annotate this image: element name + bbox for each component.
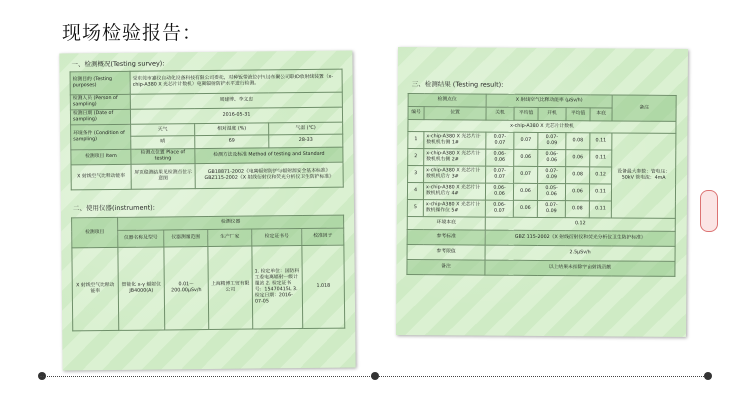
result-on-avg: 0.08: [565, 201, 589, 218]
items-header: 检测点位置 Place of testing: [131, 149, 195, 165]
survey-value: 周建博、李文忠: [130, 92, 342, 109]
result-pos: x-chip-A380 X 光芯片计数机机右侧 1#: [424, 132, 486, 149]
report-sheet-results: [396, 47, 688, 337]
result-pos: x-chip-A380 X 光芯片计数机机后方 3#: [424, 166, 486, 183]
survey-label: 检测日期 (Date of sampling): [70, 109, 130, 125]
section-results-title: 三、检测结果 (Testing result):: [411, 80, 504, 89]
env-value: 69: [195, 135, 269, 148]
section-instrument-title: 二、使用仪器(instrument):: [72, 203, 155, 213]
result-pos: x-chip-A380 X 光芯片计数机机右侧 2#: [424, 149, 486, 166]
result-off-avg: 0.07: [514, 166, 538, 183]
instr-header: 检测项目: [72, 217, 118, 247]
results-table: [406, 93, 676, 277]
survey-value: 2016-05-31: [130, 107, 342, 124]
instr-cell: 1. 检定单位：国防科工委电离辐射一级计量站 2. 检定证书号：15470415L 3. 检定日期：2016-07-05: [252, 246, 303, 330]
env-header: 天气: [131, 124, 195, 137]
result-bg: 0.11: [589, 201, 611, 218]
result-on: 0.07-0.09: [538, 132, 566, 149]
result-on-avg: 0.08: [566, 167, 590, 184]
instr-header: 校准因子: [302, 228, 344, 245]
result-pos: x-chip-A380 X 光芯片计数机操作位 5#: [423, 200, 485, 217]
ref-std-value: GBZ 115-2002《X 射线衍射仪和荧光分析仪卫生防护标准》: [485, 230, 675, 246]
survey-value: 受东莞市嘉仪自动化设备科技有限公司委托，对种钣带液位(中山)东聚公司联ID放射线装置（x-chip-A380 X 光芯片计数机）电离辐射防护水平进行检测。: [130, 69, 342, 94]
table-row: [408, 132, 676, 151]
result-bg: 0.12: [590, 167, 612, 184]
result-remark: 设备最大参数：管电压：50kV 管电流：4mA: [611, 133, 676, 218]
items-cell: 屏页稳测结果见检测点位示意图: [131, 164, 195, 190]
items-cell: GB18871-2002《电离辐射防护与辐射源安全基本标准》 GBZ115-2002《X 射线衍射仪和荧光分析仪卫生防护标准》: [195, 162, 343, 189]
env-header: 气温 (℃): [269, 122, 343, 135]
items-header: 检测方法及标准 Method of testing and Standard: [195, 147, 343, 164]
results-col: 本底: [590, 108, 612, 121]
items-cell: X 射线空气比释动能率: [71, 164, 131, 190]
result-off: 0.06-0.06: [485, 183, 513, 200]
result-off-avg: 0.06: [513, 183, 537, 200]
result-off-avg: 0.06: [513, 200, 537, 217]
result-no: 5: [407, 200, 423, 217]
survey-label: 检测人员 (Person of sampling): [70, 94, 130, 110]
survey-table: [70, 69, 344, 191]
device-row: x-chip-A380 X 光芯片计数机: [408, 120, 676, 134]
table-row: [72, 245, 345, 331]
ref-limit-label: 参考限值: [407, 245, 485, 261]
timeline-mid-dot: [371, 372, 379, 380]
instr-cell: X 射线空气比释动能率: [72, 247, 119, 330]
instr-header: 仪器名称及型号: [118, 230, 164, 247]
timeline-end-dot: [704, 372, 712, 380]
result-off: 0.06-0.06: [486, 149, 514, 166]
section-survey-title: 一、检测概况(Testing survey):: [71, 59, 165, 69]
result-off: 0.07-0.07: [486, 132, 514, 149]
result-off-avg: 0.07: [514, 132, 538, 149]
table-row: [407, 260, 675, 277]
result-on: 0.07-0.09: [537, 200, 565, 217]
survey-label: 检测目的 (Testing purposes): [70, 71, 130, 95]
conclusion-label: 备注: [407, 260, 485, 276]
instr-cell: 1.018: [302, 245, 345, 328]
report-sheet-survey: [59, 50, 355, 370]
results-header: 备注: [612, 95, 676, 121]
result-on: 0.06-0.06: [538, 149, 566, 166]
instr-cell: 0.01～200.00μSv/h: [164, 246, 209, 329]
instr-cell: 智能化 x-γ 辐射仪 JB4000(A): [118, 247, 165, 330]
result-off-avg: 0.06: [514, 149, 538, 166]
result-bg: 0.11: [589, 184, 611, 201]
results-header-group: X 射线空气比释动能率 (μSv/h): [486, 94, 612, 108]
result-off: 0.07-0.07: [486, 166, 514, 183]
env-label: 环境条件 (Condition of sampling): [71, 124, 131, 150]
result-on: 0.07-0.09: [538, 166, 566, 183]
table-row: [71, 162, 343, 190]
instr-header: 检定证书号: [252, 229, 302, 247]
instr-cell: 上海精博工贸有限公司: [208, 246, 253, 329]
results-col: 关机: [486, 107, 514, 120]
instr-header-group: 检测仪器: [118, 215, 344, 230]
result-no: 2: [408, 149, 424, 166]
background-label: 环境本底: [407, 217, 485, 231]
result-on: 0.05-0.06: [537, 183, 565, 200]
result-pos: x-chip-A380 X 光芯片计数机机后方 4#: [423, 183, 485, 200]
env-value: 晴: [131, 136, 195, 149]
items-header: 检测项目 Item: [71, 149, 131, 165]
results-col: 开机: [538, 107, 566, 120]
result-no: 4: [407, 183, 423, 200]
page-title: 现场检验报告：: [62, 22, 203, 44]
results-col: 编号: [408, 107, 424, 120]
instr-header: 仪器测量范围: [164, 229, 208, 246]
result-no: 1: [408, 132, 424, 149]
result-bg: 0.11: [590, 133, 612, 150]
env-value: 28-33: [269, 135, 343, 148]
result-on-avg: 0.06: [566, 150, 590, 167]
result-bg: 0.11: [590, 150, 612, 167]
results-col: 位置: [424, 107, 486, 120]
env-header: 相对湿度 (%): [195, 123, 269, 136]
ref-std-label: 参考标准: [407, 230, 485, 246]
results-col: 平均值: [514, 107, 538, 120]
ref-limit-value: 2.5μSv/h: [485, 245, 675, 261]
table-row: [70, 69, 342, 95]
result-on-avg: 0.08: [566, 133, 590, 150]
instr-header: 生产厂家: [208, 229, 252, 246]
result-on-avg: 0.06: [565, 184, 589, 201]
conclusion-value: 以上结果未扣除字亩射线贡献: [485, 260, 675, 276]
results-col: 平均值: [566, 108, 590, 121]
result-no: 3: [408, 166, 424, 183]
instrument-table: [71, 215, 345, 332]
background-value: 0.12: [485, 217, 675, 231]
result-off: 0.06-0.07: [485, 200, 513, 217]
results-header: 检测点位: [408, 94, 486, 108]
red-stamp-mark: [700, 190, 718, 232]
